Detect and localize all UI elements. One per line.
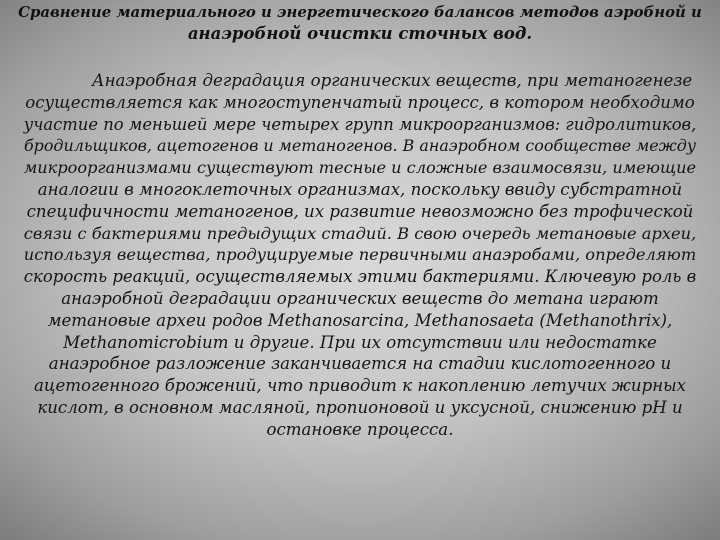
title-line: анаэробной очистки сточных вод. — [187, 24, 533, 43]
paragraph-line: скорость реакций, осуществляемых этими бактериями. Ключевую роль в — [23, 267, 697, 287]
paragraph-line: Анаэробная деградация органических веществ, при метаногенезе — [92, 71, 693, 90]
paragraph-line: метановые археи родов Methanosarcina, Methanosaeta (Methanothrix), — [47, 310, 673, 330]
paragraph-line: Methanomicrobium и другие. При их отсутствии или недостатке — [63, 332, 657, 352]
paragraph-line: анаэробной деградации органических веществ до метана играют — [61, 288, 659, 308]
title-line: Сравнение материального и энергетического балансов методов аэробной и — [18, 3, 702, 21]
paragraph-line: кислот, в основном масляной, пропионовой и уксусной, снижению рН и — [37, 397, 683, 417]
paragraph-line: осуществляется как многоступенчатый процесс, в котором необходимо — [25, 92, 695, 112]
paragraph-line: аналогии в многоклеточных организмах, поскольку ввиду субстратной — [37, 179, 683, 199]
paragraph-line: специфичности метаногенов, их развитие невозможно без трофической — [26, 201, 694, 221]
paragraph-line: остановке процесса. — [266, 419, 454, 439]
body-paragraph — [22, 70, 698, 441]
paragraph-line: используя вещества, продуцируемые первичными анаэробами, определяют — [23, 245, 697, 265]
paragraph-line: ацетогенного брожений, что приводит к накоплению летучих жирных — [33, 376, 687, 396]
paragraph-line: связи с бактериями предыдущих стадий. В свою очередь метановые археи, — [23, 223, 697, 243]
slide-title — [16, 2, 704, 44]
paragraph-line: анаэробное разложение заканчивается на стадии кислотогенного и — [48, 354, 672, 374]
paragraph-line: бродильщиков, ацетогенов и метаногенов. В анаэробном сообществе между — [23, 136, 697, 156]
paragraph-line: участие по меньшей мере четырех групп микроорганизмов: гидролитиков, — [23, 114, 697, 134]
paragraph-line: микроорганизмами существуют тесные и сложные взаимосвязи, имеющие — [23, 158, 697, 178]
